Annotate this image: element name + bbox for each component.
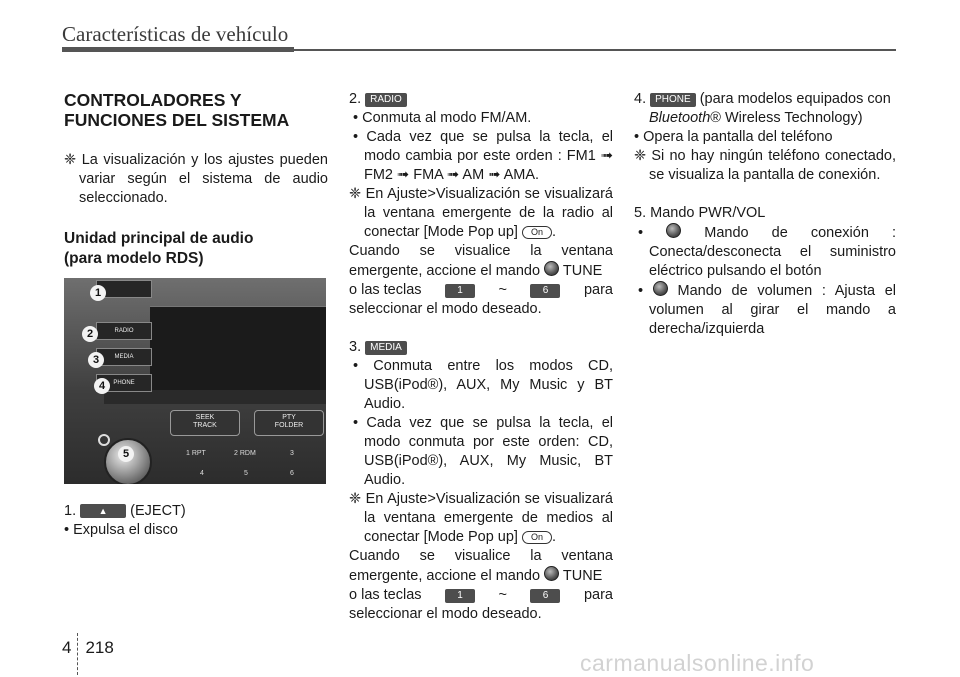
- preset-1: 1 RPT: [186, 450, 206, 457]
- pty-folder-rocker: PTY FOLDER: [254, 410, 324, 436]
- volume-knob-bullet: • Mando de volumen : Ajusta el volumen al girar el mando a derecha/izquierda: [638, 283, 897, 337]
- callout-4: 4: [94, 378, 110, 394]
- preset-key-1: 1: [445, 589, 475, 603]
- tune-knob-icon: [544, 261, 559, 276]
- preset-key-6: 6: [530, 284, 560, 298]
- photo-strip: [104, 390, 326, 404]
- preset-2: 2 RDM: [234, 450, 256, 457]
- power-knob-bullet: • Mando de conexión : Conecta/desconecta el suministro eléctrico pulsando el botón: [638, 225, 896, 279]
- media-note: ❈ En Ajuste>Visualización se visualizará la ventana emergente de medios al conectar [Mode Pop up] On .: [349, 491, 613, 545]
- preset-key-1: 1: [445, 284, 475, 298]
- media-bullet-1: • Conmuta entre los modos CD, USB(iPod®), AUX, My Music y BT Audio.: [353, 358, 613, 412]
- subsection-heading: Unidad principal de audio (para modelo RDS): [64, 230, 254, 267]
- item-1: 1. ▲ (EJECT): [64, 503, 186, 519]
- header-rule-thick: [62, 47, 294, 52]
- preset-6: 6: [290, 470, 294, 477]
- page-header-title: Características de vehículo: [62, 22, 289, 46]
- phone-key: PHONE: [96, 374, 152, 392]
- volume-knob-icon: [653, 281, 668, 296]
- radio-select-text: seleccionar el modo deseado.: [349, 301, 542, 317]
- audio-screen: [150, 306, 326, 391]
- item-1-bullet: • Expulsa el disco: [64, 522, 178, 538]
- seek-track-rocker: SEEK TRACK: [170, 410, 240, 436]
- item-4: 4. PHONE (para modelos equipados con: [634, 91, 891, 107]
- on-pill: On: [522, 226, 552, 239]
- eject-button-label: ▲: [80, 504, 126, 518]
- media-select-text: seleccionar el modo deseado.: [349, 606, 542, 622]
- item-5: 5. Mando PWR/VOL: [634, 205, 766, 221]
- media-keys-text: o las teclas 1 ~ 6 para: [349, 587, 613, 603]
- callout-3: 3: [88, 352, 104, 368]
- preset-4: 4: [200, 470, 204, 477]
- bluetooth-line: Bluetooth® Wireless Technology): [649, 110, 863, 126]
- radio-key: RADIO: [96, 322, 152, 340]
- media-bullet-2: • Cada vez que se pulsa la tecla, el modo conmuta por este orden: CD, USB(iPod®), AUX, My Music, BT Audio.: [353, 415, 613, 488]
- audio-unit-photo: [64, 278, 326, 484]
- column-1: [64, 90, 328, 540]
- tune-knob-icon: [544, 566, 559, 581]
- power-icon: [98, 434, 110, 446]
- radio-bullet-1: • Conmuta al modo FM/AM.: [353, 110, 532, 126]
- preset-5: 5: [244, 470, 248, 477]
- phone-bullet: • Opera la pantalla del teléfono: [634, 129, 833, 145]
- column-2: [349, 90, 613, 624]
- media-button-label: MEDIA: [365, 341, 407, 355]
- preset-3: 3: [290, 450, 294, 457]
- page-number: 4 218: [62, 633, 114, 675]
- callout-5: 5: [118, 446, 134, 462]
- phone-note: ❈ Si no hay ningún teléfono conectado, se visualiza la pantalla de conexión.: [634, 148, 896, 183]
- media-tune-text: Cuando se visualice la ventana emergente, accione el mando TUNE: [349, 548, 613, 584]
- item-2: 2. RADIO: [349, 90, 613, 109]
- callout-1: 1: [90, 285, 106, 301]
- page-number-divider: [77, 633, 79, 675]
- column-3: [634, 90, 896, 339]
- radio-bullet-2: • Cada vez que se pulsa la tecla, el modo cambia por este orden : FM1 ➟ FM2 ➟ FMA ➟ AM ➟ AMA.: [353, 129, 613, 183]
- phone-button-label: PHONE: [650, 93, 696, 107]
- callout-2: 2: [82, 326, 98, 342]
- header-rule-thin: [294, 49, 896, 51]
- media-key: MEDIA: [96, 348, 152, 366]
- display-note: ❈ La visualización y los ajustes pueden variar según el sistema de audio seleccionado.: [64, 152, 328, 206]
- on-pill-2: On: [522, 531, 552, 544]
- watermark: carmanualsonline.info: [580, 650, 815, 676]
- radio-button-label: RADIO: [365, 93, 407, 107]
- radio-keys-text: o las teclas 1 ~ 6 para: [349, 282, 613, 298]
- item-3: 3. MEDIA: [349, 338, 613, 357]
- radio-tune-text: Cuando se visualice la ventana emergente, accione el mando TUNE: [349, 243, 613, 279]
- power-knob-icon: [666, 223, 681, 238]
- preset-key-6: 6: [530, 589, 560, 603]
- section-heading: CONTROLADORES Y FUNCIONES DEL SISTEMA: [64, 90, 290, 130]
- radio-note: ❈ En Ajuste>Visualización se visualizará la ventana emergente de la radio al conectar [Mode Pop up] On .: [349, 186, 613, 240]
